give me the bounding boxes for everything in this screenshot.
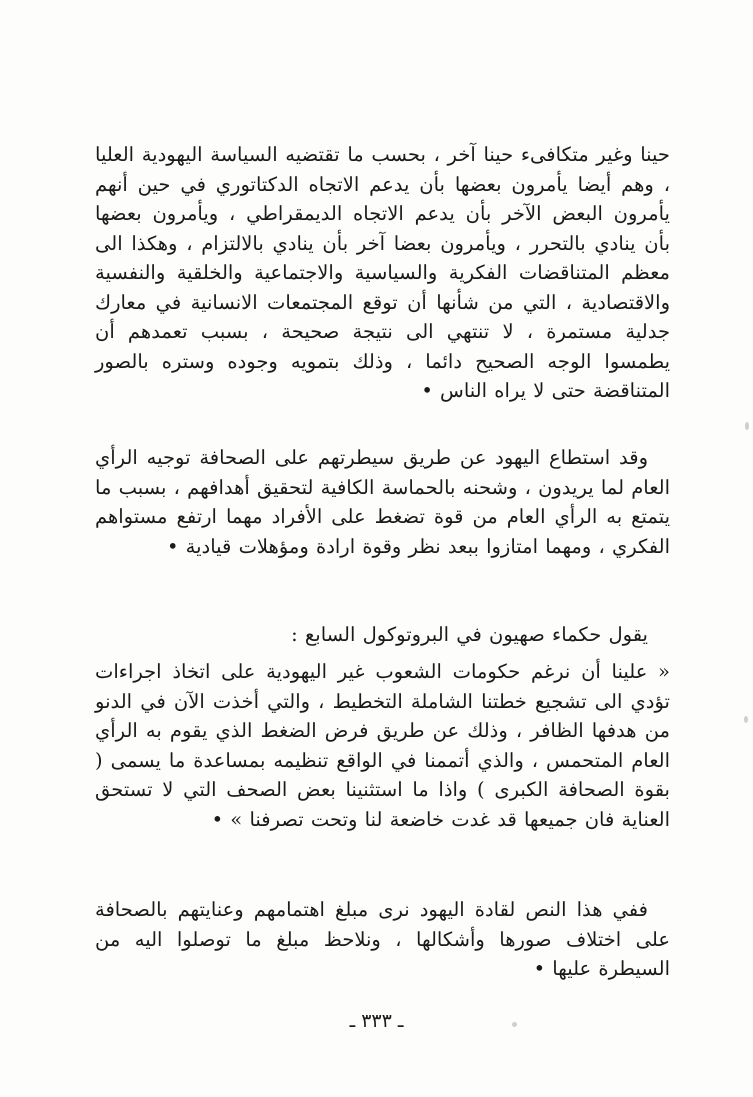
paragraph-3: يقول حكماء صهيون في البروتوكول السابع : [291, 623, 648, 646]
scan-smudge [512, 1022, 517, 1027]
paragraph-1: حينا وغير متكافىء حينا آخر ، بحسب ما تقتضيه السياسة اليهودية العليا ، وهم أيضا يأمرون بعضها بأن يدعم الاتجاه الدكتاتوري في حين أنهم يأمرون البعض الآخر بأن يدعم الاتجاه الديمقراطي ، ويأمرون بعضها بأن ينادي بالتحرر ، ويأمرون بعضا آخر بأن ينادي بالالتزام ، وهكذا الى معظم المتناقضات الفكرية والسياسية والاجتماعية والخلقية والنفسية والاقتصادية ، التي من شأنها أن توقع المجتمعات الانسانية في معارك جدلية مستمرة ، لا تنتهي الى نتيجة صحيحة ، بسبب تعمدهم أن يطمسوا الوجه الصحيح دائما ، وذلك بتمويه وجوده وستره بالصور المتناقضة حتى لا يراه الناس • [95, 143, 670, 402]
paragraph-5: ففي هذا النص لقادة اليهود نرى مبلغ اهتمامهم وعنايتهم بالصحافة على اختلاف صورها وأشكالها ، ونلاحظ مبلغ ما توصلوا اليه من السيطرة عليها • [95, 898, 670, 980]
scan-smudge [744, 716, 748, 723]
scan-smudge [745, 422, 749, 430]
paragraph-2: وقد استطاع اليهود عن طريق سيطرتهم على الصحافة توجيه الرأي العام لما يريدون ، وشحنه بالحماسة الكافية لتحقيق أهدافهم ، بسبب ما يتمتع به الرأي العام من قوة تضغط على الأفراد مهما ارتفع مستواهم الفكري ، ومهما امتازوا ببعد نظر وقوة ارادة ومؤهلات قيادية • [95, 446, 670, 558]
quote-paragraph: « علينا أن نرغم حكومات الشعوب غير اليهودية على اتخاذ اجراءات تؤدي الى تشجيع خطتنا الشاملة التخطيط ، والتي أخذت الآن في الدنو من هدفها الظافر ، وذلك عن طريق فرض الضغط الذي يقوم به الرأي العام المتحمس ، والذي أتممنا في الواقع تنظيمه بمساعدة ما يسمى ( بقوة الصحافة الكبرى ) واذا ما استثنينا بعض الصحف التي لا تستحق العناية فان جميعها قد غدت خاضعة لنا وتحت تصرفنا » • [95, 660, 670, 831]
page-number: ـ ٣٣٣ ـ [349, 1010, 404, 1032]
